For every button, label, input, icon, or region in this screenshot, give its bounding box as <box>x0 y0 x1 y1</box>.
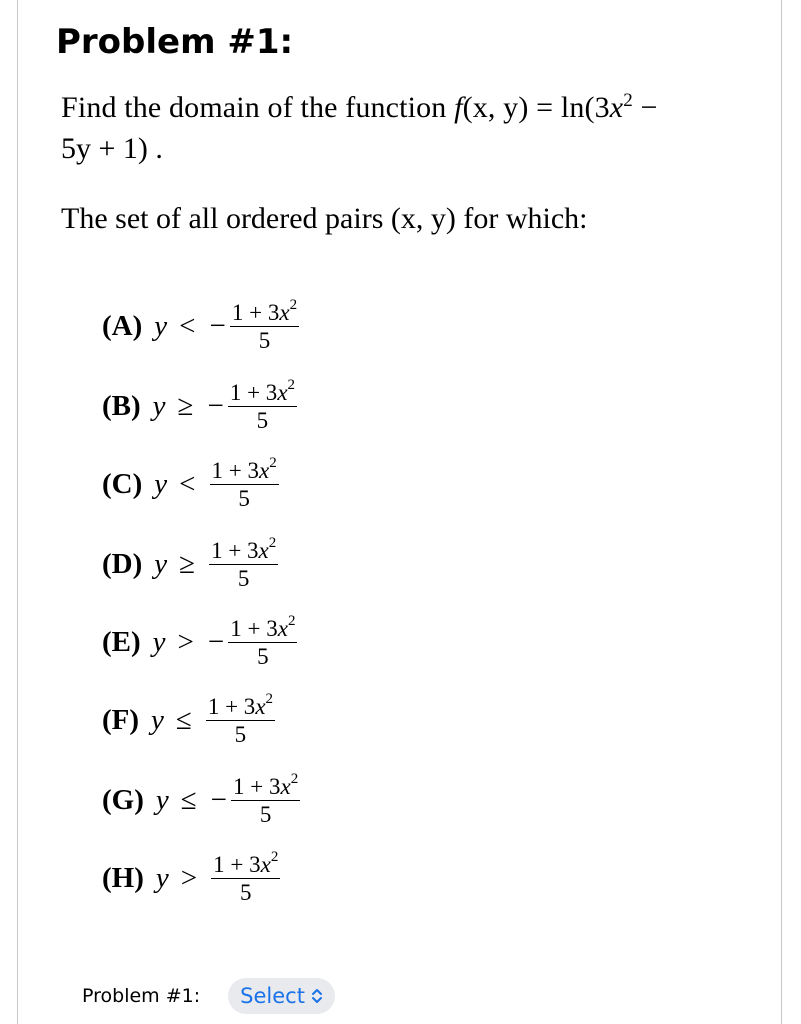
function-args: (x, y) <box>462 91 529 124</box>
numerator-variable: x <box>255 694 266 719</box>
option-letter: (B) <box>102 389 141 422</box>
function-name: f <box>454 91 463 124</box>
equals-sign: = <box>528 91 561 124</box>
option-fraction <box>228 613 297 669</box>
option-g <box>102 768 300 832</box>
option-relation: < <box>179 309 196 342</box>
select-label: Select <box>240 984 305 1008</box>
left-border <box>17 0 18 1024</box>
numerator-text: 1 + 3 <box>213 852 261 877</box>
option-relation: < <box>179 467 196 500</box>
fraction-numerator <box>231 771 300 801</box>
answer-label: Problem #1: <box>82 985 201 1007</box>
numerator-text: 1 + 3 <box>207 694 256 719</box>
fraction-denominator: 5 <box>234 722 247 747</box>
option-negative: − <box>210 783 228 816</box>
option-fraction <box>211 849 280 905</box>
numerator-exponent: 2 <box>287 613 296 630</box>
fraction-numerator <box>230 297 299 327</box>
option-fraction <box>230 297 299 353</box>
numerator-variable: x <box>258 458 270 483</box>
option-h <box>102 846 280 910</box>
option-relation: ≥ <box>179 547 196 580</box>
fraction-numerator <box>210 455 279 485</box>
numerator-text: 1 + 3 <box>211 458 259 483</box>
option-relation: ≤ <box>180 783 197 816</box>
answer-select[interactable] <box>228 978 335 1014</box>
numerator-text: 1 + 3 <box>230 616 278 641</box>
option-fraction <box>228 377 297 433</box>
option-variable: y <box>152 389 166 422</box>
numerator-exponent: 2 <box>289 297 298 314</box>
answer-row <box>82 978 335 1014</box>
option-negative: − <box>207 389 224 422</box>
option-letter: (H) <box>102 861 144 894</box>
right-border <box>781 0 782 1024</box>
option-letter: (E) <box>102 625 141 658</box>
option-b <box>102 374 297 438</box>
statement-line-2: 5y + 1) . <box>61 132 163 165</box>
fraction-denominator: 5 <box>239 880 252 905</box>
numerator-text: 1 + 3 <box>229 380 278 405</box>
option-relation: ≥ <box>177 389 194 422</box>
option-letter: (A) <box>102 309 143 342</box>
numerator-exponent: 2 <box>265 691 274 708</box>
option-c <box>102 452 279 516</box>
fraction-denominator: 5 <box>258 328 271 353</box>
option-fraction <box>231 771 300 827</box>
option-variable: y <box>154 547 168 580</box>
numerator-text: 1 + 3 <box>211 538 259 563</box>
numerator-text: 1 + 3 <box>231 300 280 325</box>
option-letter: (G) <box>102 783 144 816</box>
option-variable: y <box>151 703 164 736</box>
option-negative: − <box>207 625 225 658</box>
option-d <box>102 532 278 596</box>
numerator-variable: x <box>260 852 271 877</box>
option-relation: > <box>180 861 198 894</box>
set-prefix: The set of all ordered pairs <box>61 202 391 235</box>
exponent: 2 <box>623 90 633 111</box>
set-description <box>61 202 588 236</box>
option-variable: y <box>154 309 168 342</box>
option-letter: (C) <box>102 467 143 500</box>
option-relation: > <box>177 625 194 658</box>
ln-prefix: ln(3 <box>560 91 610 124</box>
statement-text: Find the domain of the function <box>61 91 455 124</box>
x-variable: x <box>609 91 624 124</box>
set-args: (x, y) <box>390 202 456 235</box>
problem-statement <box>61 80 761 169</box>
fraction-numerator <box>228 377 297 407</box>
option-variable: y <box>155 861 169 894</box>
fraction-numerator <box>206 691 275 721</box>
option-letter: (F) <box>102 703 140 736</box>
numerator-variable: x <box>277 380 288 405</box>
statement-line-1 <box>61 80 761 128</box>
problem-title: Problem #1: <box>56 22 294 62</box>
option-fraction <box>210 455 279 511</box>
set-suffix: for which: <box>455 202 588 235</box>
fraction-numerator <box>209 535 278 565</box>
option-e <box>102 610 297 674</box>
numerator-variable: x <box>258 538 269 563</box>
option-a <box>102 294 299 358</box>
option-variable: y <box>154 467 168 500</box>
fraction-numerator <box>228 613 297 643</box>
numerator-variable: x <box>277 616 288 641</box>
option-letter: (D) <box>102 547 143 580</box>
numerator-exponent: 2 <box>269 455 277 472</box>
fraction-denominator: 5 <box>257 644 269 669</box>
minus-sign: − <box>632 91 658 124</box>
option-variable: y <box>155 783 169 816</box>
fraction-denominator: 5 <box>238 486 250 511</box>
option-variable: y <box>152 625 166 658</box>
fraction-denominator: 5 <box>237 566 250 591</box>
fraction-denominator: 5 <box>259 802 272 827</box>
numerator-exponent: 2 <box>268 535 277 552</box>
numerator-exponent: 2 <box>287 377 296 394</box>
fraction-numerator <box>211 849 280 879</box>
option-fraction <box>206 691 275 747</box>
numerator-exponent: 2 <box>270 849 279 866</box>
numerator-text: 1 + 3 <box>233 774 281 799</box>
option-fraction <box>209 535 278 591</box>
chevron-up-down-icon <box>311 988 323 1004</box>
option-relation: ≤ <box>175 703 192 736</box>
numerator-variable: x <box>280 774 291 799</box>
numerator-variable: x <box>279 300 290 325</box>
option-negative: − <box>209 309 226 342</box>
option-f <box>102 688 275 752</box>
numerator-exponent: 2 <box>290 771 299 788</box>
fraction-denominator: 5 <box>256 408 269 433</box>
